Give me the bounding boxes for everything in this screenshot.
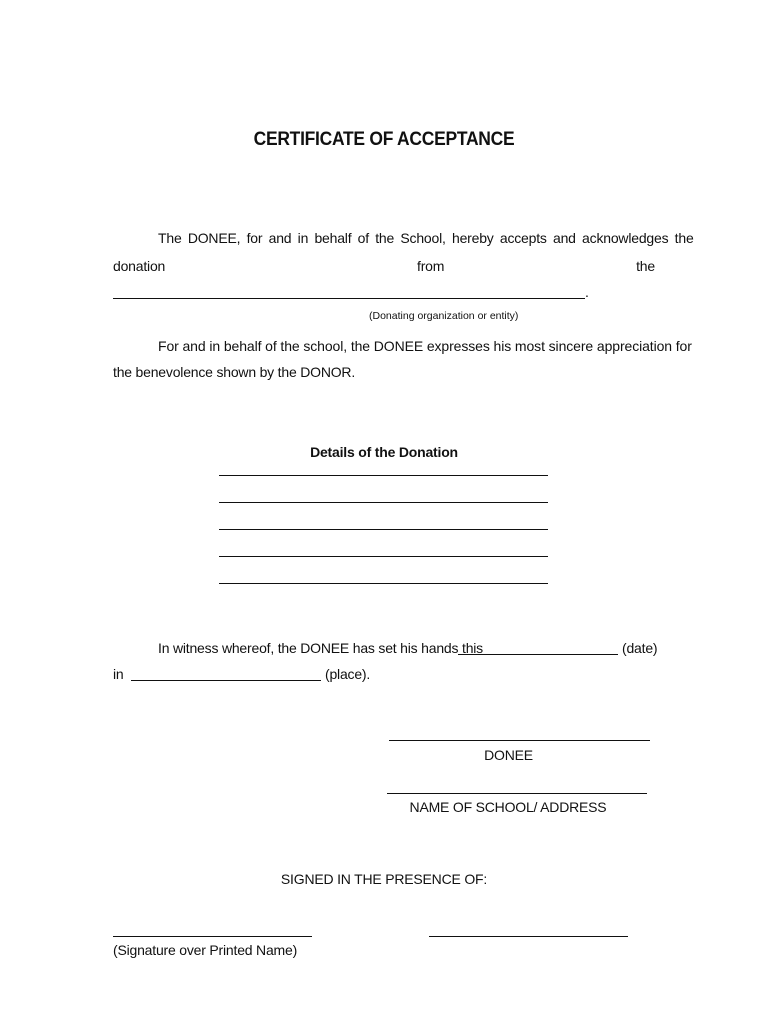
witness-line-1-prefix: In witness whereof, the DONEE has set his hands this: [158, 640, 483, 656]
place-blank-line[interactable]: [131, 680, 321, 681]
witness-place-label: (place).: [325, 666, 371, 682]
witness-date-label: (date): [622, 640, 658, 656]
paragraph-2-line-1: For and in behalf of the school, the DONEE expresses his most sincere appreciation for: [158, 338, 692, 354]
witness-2-signature-line[interactable]: [429, 936, 628, 937]
school-address-label: NAME OF SCHOOL/ ADDRESS: [409, 799, 607, 815]
paragraph-1-line-1: [113, 230, 694, 246]
donor-line-period: .: [585, 284, 589, 300]
details-line-3[interactable]: [219, 529, 548, 530]
donee-label: DONEE: [484, 747, 533, 763]
details-line-5[interactable]: [219, 583, 548, 584]
details-line-2[interactable]: [219, 502, 548, 503]
date-blank-line[interactable]: [458, 654, 618, 655]
witness-1-caption: (Signature over Printed Name): [113, 942, 298, 958]
witness-1-signature-line[interactable]: [113, 936, 312, 937]
paragraph-1-text: The DONEE, for and in behalf of the School, hereby accepts and acknowledges the: [158, 230, 694, 246]
school-signature-line[interactable]: [387, 793, 647, 794]
donor-caption: (Donating organization or entity): [369, 310, 519, 322]
word-the: the: [636, 258, 655, 274]
details-line-1[interactable]: [219, 475, 548, 476]
word-donation: donation: [113, 258, 166, 274]
details-heading: Details of the Donation: [310, 444, 458, 460]
paragraph-1-line-2: [113, 258, 655, 274]
presence-label: SIGNED IN THE PRESENCE OF:: [280, 871, 488, 887]
donee-signature-line[interactable]: [389, 740, 650, 741]
paragraph-2-line-2: the benevolence shown by the DONOR.: [113, 364, 356, 380]
witness-line-2-prefix: in: [113, 666, 124, 682]
document-title: CERTIFICATE OF ACCEPTANCE: [253, 129, 515, 150]
details-line-4[interactable]: [219, 556, 548, 557]
donor-blank-line[interactable]: [113, 298, 585, 299]
word-from: from: [417, 258, 445, 274]
